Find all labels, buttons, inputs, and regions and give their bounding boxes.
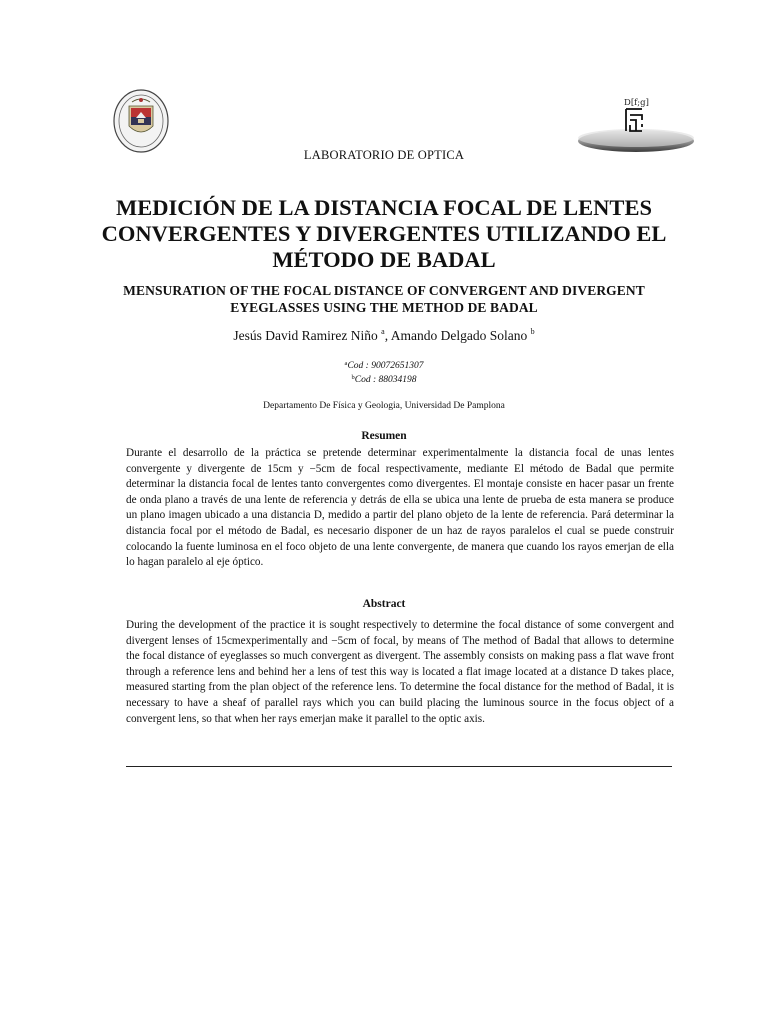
author-name: Amando Delgado Solano (390, 328, 528, 343)
title-line: CONVERGENTES Y DIVERGENTES UTILIZANDO EL (101, 221, 667, 246)
abstract-body: During the development of the practice it is sought respectively to determine the focal distance of some convergent and divergent lenses of 15cmexperimentally and −5cm of focal, by means of The method of Badal that allows to determine the focal distance of eyeglasses so much convergent as divergent. The assembly consists on making pass a flat wave front through a reference lens and behind her a lens of test this way is located a flat image located at a distance D takes place, measured starting from the plan object of the reference lens. To determine the focal distance for the method of Badal, it is necessary to have a sheaf of parallel rays which you can build placing the luminous source in the focus object of a convergent lens, so that when her rays emerjan make it parallel to the optic axis. (126, 619, 674, 725)
lab-label: LABORATORIO DE OPTICA (303, 148, 465, 162)
maze-symbol-icon (626, 109, 642, 131)
code-text: Cod : 90072651307 (347, 361, 424, 371)
resumen-body: Durante el desarrollo de la práctica se pretende determinar experimentalmente la distancia focal de unas lentes convergente y divergente de 15cm y −5cm de focal respectivamente, mediante El método de Badal que permite determinar la distancia focal de lentes tanto convergentes como divergentes. El montaje consiste en hacer pasar un frente de onda plano a través de una lente de referencia y detrás de ella se ubica una lente de prueba de esta manera se produce un plano imagen ubicado a una distancia D, medido a partir del plano objeto de la lente de referencia. Pará determinar la distancia focal por el método de Badal, es necesario disponer de un haz de rayos paralelos el cual se puede construir colocando la fuente luminosa en el foco objeto de una lente convergente, de manera que cuando los rayos emerjan de ella lo hagan paralelo al eje óptico. (126, 447, 674, 569)
paper-title (60, 195, 708, 273)
code-text: Cod : 88034198 (354, 375, 417, 385)
right-logo-text: D[f;g] (624, 98, 649, 108)
abstract-heading: Abstract (362, 598, 406, 610)
affiliation-mark: a (381, 327, 385, 336)
author-code-a (0, 358, 768, 372)
author-codes (0, 358, 768, 386)
author-separator: , (384, 328, 391, 343)
code-mark: a (344, 360, 348, 367)
code-mark: b (351, 374, 355, 381)
department-affiliation: Departamento De Física y Geologia, Universidad De Pamplona (263, 401, 505, 411)
author-list (0, 327, 768, 344)
subtitle-line: EYEGLASSES USING THE METHOD DE BADAL (230, 299, 538, 315)
paper-subtitle (70, 283, 698, 316)
author-name: Jesús David Ramirez Niño (233, 328, 378, 343)
department-logo (574, 94, 696, 156)
title-line: MÉTODO DE BADAL (272, 247, 496, 272)
section-divider (126, 766, 672, 767)
title-line: MEDICIÓN DE LA DISTANCIA FOCAL DE LENTES (116, 195, 652, 220)
affiliation-mark: b (530, 327, 535, 336)
university-seal-logo (112, 88, 170, 154)
subtitle-line: MENSURATION OF THE FOCAL DISTANCE OF CONVERGENT AND DIVERGENT (123, 283, 645, 298)
resumen-heading: Resumen (361, 430, 407, 442)
author-code-b (0, 372, 768, 386)
